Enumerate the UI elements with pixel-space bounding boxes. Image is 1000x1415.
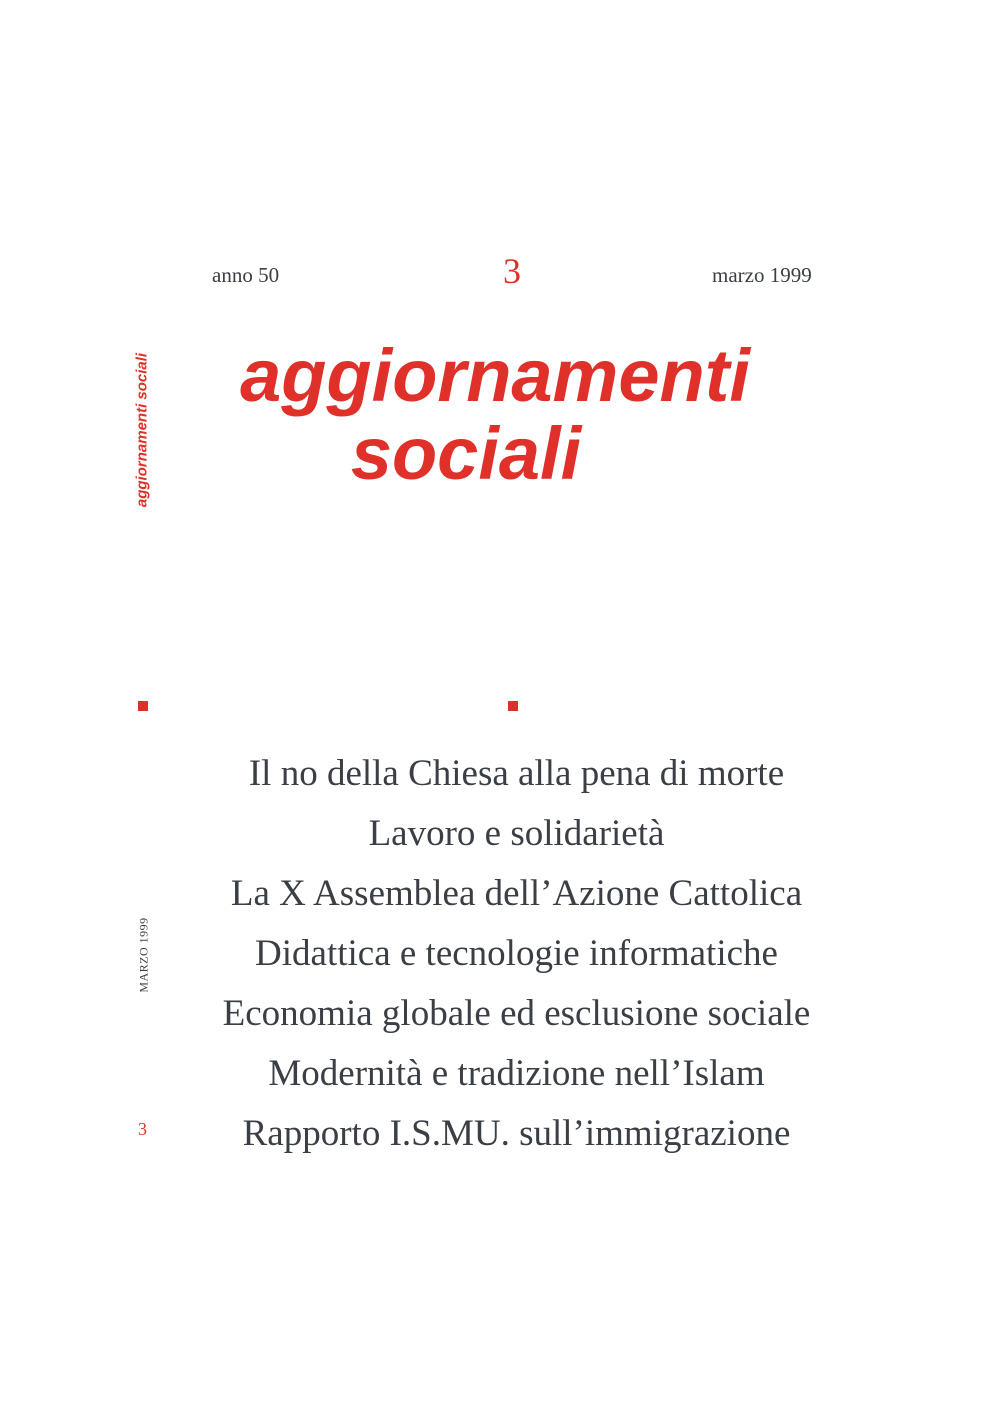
spine-issue-number: 3 bbox=[138, 1119, 147, 1139]
contents-item: La X Assemblea dell’Azione Cattolica bbox=[230, 873, 803, 914]
magazine-title-line-1: aggiornamenti bbox=[240, 334, 750, 417]
contents-item: Lavoro e solidarietà bbox=[368, 813, 665, 854]
spine-date-text: MARZO 1999 bbox=[136, 917, 151, 993]
spine-title-text: aggiornamenti sociali bbox=[133, 352, 151, 508]
contents-item: Rapporto I.S.MU. sull’immigrazione bbox=[242, 1113, 791, 1154]
issue-date: marzo 1999 bbox=[712, 263, 812, 287]
contents-item: Il no della Chiesa alla pena di morte bbox=[248, 753, 785, 794]
magazine-title-line-2: sociali bbox=[350, 412, 582, 495]
contents-item: Didattica e tecnologie informatiche bbox=[255, 933, 778, 974]
red-square-marker bbox=[508, 701, 518, 711]
volume-label: anno 50 bbox=[212, 263, 280, 287]
contents-list bbox=[0, 744, 1000, 1164]
contents-item: Modernità e tradizione nell’Islam bbox=[268, 1053, 765, 1094]
contents-item: Economia globale ed esclusione sociale bbox=[222, 993, 811, 1034]
spine-title bbox=[130, 345, 154, 515]
issue-number: 3 bbox=[503, 251, 521, 291]
red-square-marker bbox=[138, 701, 148, 711]
